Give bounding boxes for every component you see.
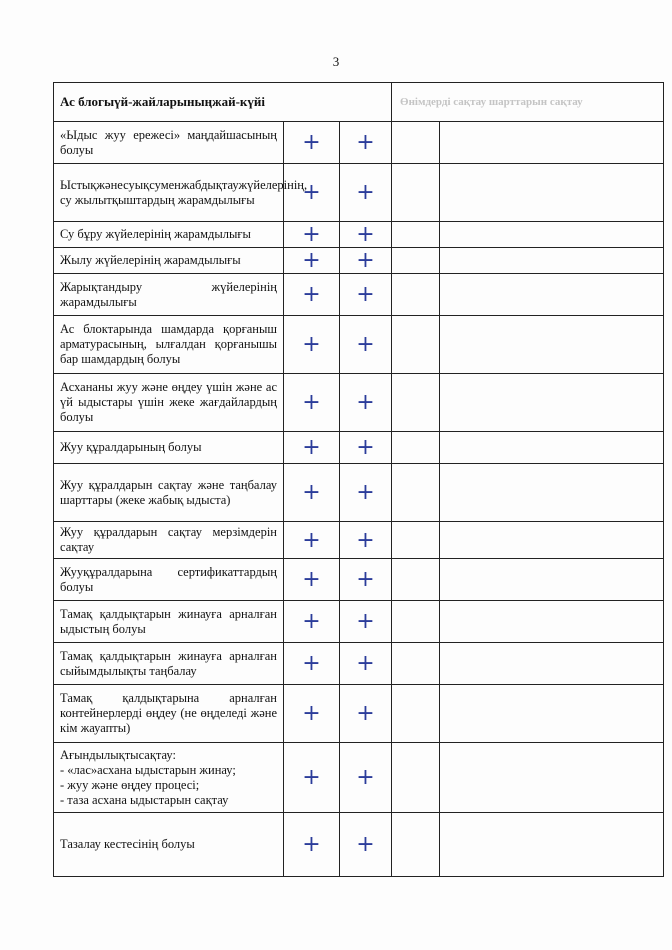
item-text: Ыстықжәнесуықсуменжабдықтаужүйелерінің, су жылытқыштардың жарамдылығы (54, 164, 284, 222)
checklist-row (54, 164, 664, 222)
checklist-row (54, 685, 664, 743)
checklist-row (54, 316, 664, 374)
bleed-through-cell (440, 464, 664, 522)
checklist-table (53, 82, 664, 877)
check-mark-b: + (340, 464, 392, 522)
bleed-through-cell (440, 374, 664, 432)
item-text: Тазалау кестесінің болуы (54, 813, 284, 877)
check-mark-b: + (340, 813, 392, 877)
item-text: Тамақ қалдықтарын жинауға арналған сыйымдылықты таңбалау (54, 643, 284, 685)
item-text: «Ыдыс жуу ережесі» маңдайшасының болуы (54, 122, 284, 164)
check-mark-a: + (284, 122, 340, 164)
check-mark-b: + (340, 164, 392, 222)
check-mark-a: + (284, 248, 340, 274)
bleed-through-cell (440, 248, 664, 274)
bleed-through-cell (440, 743, 664, 813)
empty-cell (392, 248, 440, 274)
empty-cell (392, 222, 440, 248)
item-text (54, 743, 284, 813)
check-mark-b: + (340, 122, 392, 164)
empty-cell (392, 374, 440, 432)
item-text: Асхананы жуу және өңдеу үшін және ас үй ыдыстары үшін жеке жағдайлардың болуы (54, 374, 284, 432)
check-mark-a: + (284, 432, 340, 464)
check-mark-b: + (340, 374, 392, 432)
empty-cell (392, 274, 440, 316)
check-mark-a: + (284, 522, 340, 559)
checklist-row (54, 432, 664, 464)
empty-cell (392, 685, 440, 743)
item-text-line: - таза асхана ыдыстарын сақтау (60, 792, 229, 807)
checklist-row (54, 522, 664, 559)
check-mark-b: + (340, 522, 392, 559)
check-mark-b: + (340, 559, 392, 601)
empty-cell (392, 643, 440, 685)
empty-cell (392, 122, 440, 164)
bleed-through-cell (440, 813, 664, 877)
check-mark-b: + (340, 743, 392, 813)
bleed-through-cell (440, 164, 664, 222)
section-header-row (54, 83, 664, 122)
empty-cell (392, 164, 440, 222)
check-mark-b: + (340, 432, 392, 464)
bleed-through-cell (440, 222, 664, 248)
bleed-through-cell (440, 122, 664, 164)
item-text: Су бұру жүйелерінің жарамдылығы (54, 222, 284, 248)
checklist-row (54, 122, 664, 164)
check-mark-a: + (284, 374, 340, 432)
check-mark-a: + (284, 643, 340, 685)
checklist-row (54, 643, 664, 685)
empty-cell (392, 743, 440, 813)
check-mark-a: + (284, 813, 340, 877)
bleed-through-cell (440, 316, 664, 374)
checklist-row (54, 813, 664, 877)
checklist-row (54, 559, 664, 601)
check-mark-b: + (340, 222, 392, 248)
check-mark-a: + (284, 685, 340, 743)
item-text: Жуу құралдарын сақтау мерзімдерін сақтау (54, 522, 284, 559)
check-mark-a: + (284, 274, 340, 316)
empty-cell (392, 559, 440, 601)
item-text: Жарықтандыру жүйелерінің жарамдылығы (54, 274, 284, 316)
bleed-through-cell (440, 559, 664, 601)
item-text-line: - жуу және өңдеу процесі; (60, 777, 200, 792)
empty-cell (392, 522, 440, 559)
check-mark-b: + (340, 601, 392, 643)
check-mark-a: + (284, 164, 340, 222)
check-mark-a: + (284, 601, 340, 643)
item-text: Жылу жүйелерінің жарамдылығы (54, 248, 284, 274)
section-title: Ас блогыүй-жайларыныңжай-күйі (54, 83, 392, 122)
bleed-through-cell (440, 432, 664, 464)
page-number: 3 (332, 54, 340, 69)
check-mark-a: + (284, 559, 340, 601)
checklist-row (54, 464, 664, 522)
item-text: Жууқұралдарына сертификаттардың болуы (54, 559, 284, 601)
item-text: Жуу құралдарының болуы (54, 432, 284, 464)
bleed-through-cell (440, 601, 664, 643)
checklist-row (54, 222, 664, 248)
check-mark-b: + (340, 316, 392, 374)
checklist-row (54, 274, 664, 316)
empty-cell (392, 432, 440, 464)
check-mark-a: + (284, 316, 340, 374)
empty-cell (392, 316, 440, 374)
item-text: Тамақ қалдықтарын жинауға арналған ыдыстың болуы (54, 601, 284, 643)
ghost-header: Өнімдерді сақтау шарттарын сақтау (392, 83, 664, 122)
item-text: Жуу құралдарын сақтау және таңбалау шарттары (жеке жабық ыдыста) (54, 464, 284, 522)
item-text-line: - «лас»асхана ыдыстарын жинау; (60, 762, 236, 777)
check-mark-a: + (284, 222, 340, 248)
item-text: Ас блоктарында шамдарда қорғаныш арматурасының, ылғалдан қорғанышы бар шамдардың болуы (54, 316, 284, 374)
checklist-row (54, 248, 664, 274)
check-mark-b: + (340, 248, 392, 274)
checklist-row (54, 743, 664, 813)
checklist-row (54, 374, 664, 432)
empty-cell (392, 601, 440, 643)
check-mark-a: + (284, 464, 340, 522)
bleed-through-cell (440, 643, 664, 685)
item-text-line: Ағындылықтысақтау: (60, 747, 176, 762)
empty-cell (392, 464, 440, 522)
bleed-through-cell (440, 685, 664, 743)
bleed-through-cell (440, 522, 664, 559)
bleed-through-cell (440, 274, 664, 316)
checklist-row (54, 601, 664, 643)
check-mark-b: + (340, 685, 392, 743)
check-mark-b: + (340, 274, 392, 316)
check-mark-a: + (284, 743, 340, 813)
empty-cell (392, 813, 440, 877)
check-mark-b: + (340, 643, 392, 685)
item-text: Тамақ қалдықтарына арналған контейнерлерді өңдеу (не өңделеді және кім жауапты) (54, 685, 284, 743)
